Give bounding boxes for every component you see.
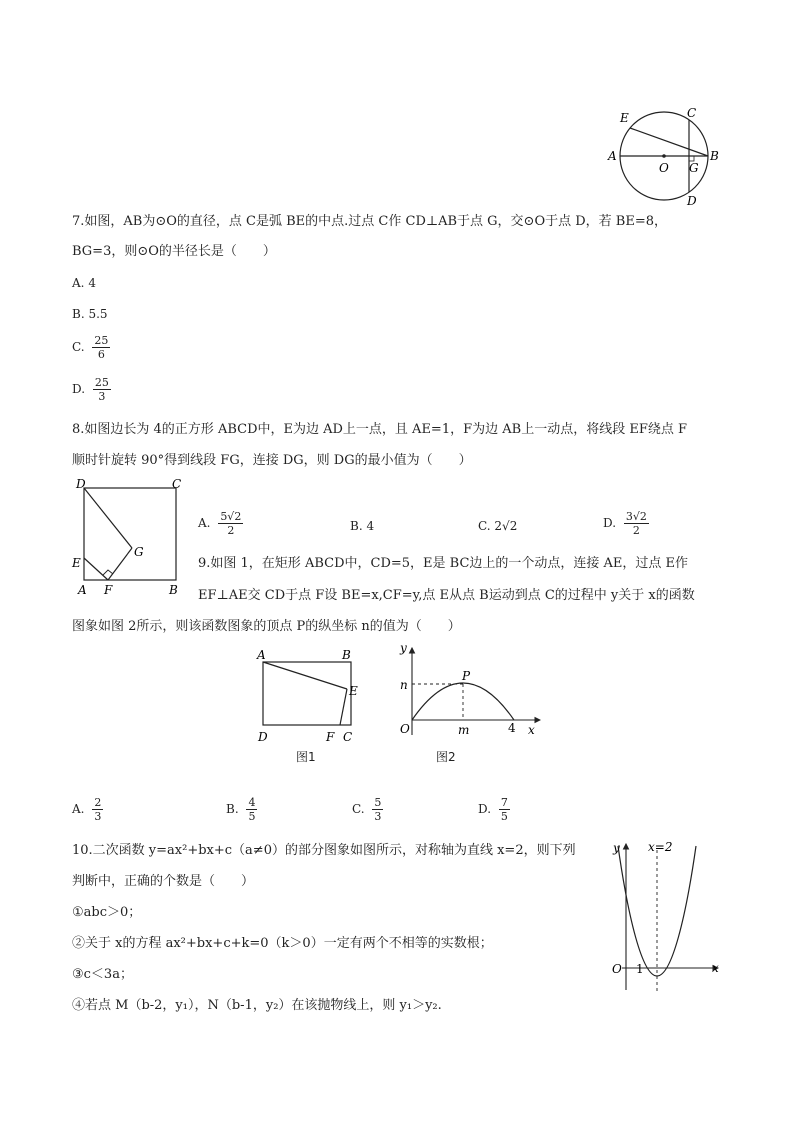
fraction: $\frac{5}{3}$ bbox=[374, 796, 382, 823]
q8-label-F: F bbox=[104, 583, 113, 597]
q7-label-C: C bbox=[687, 106, 697, 120]
q10-item-2: ②关于 x的方程 ax²+bx+c+k=0（k＞0）一定有两个不相等的实数根； bbox=[72, 936, 493, 951]
fraction: $\frac{25}{6}$ bbox=[94, 334, 109, 361]
q9-figure-2 bbox=[380, 640, 545, 740]
q10-item-3: ③c＜3a； bbox=[72, 967, 133, 982]
q9-fig2-label-x: x bbox=[528, 723, 535, 737]
q8-question-line-2: 顺时针旋转 90°得到线段 FG，连接 DG，则 DG的最小值为（ ） bbox=[72, 453, 472, 468]
q7-option-d[interactable]: D. $\frac{25}{3}$ bbox=[72, 376, 109, 403]
q9-fig1-label-E: E bbox=[349, 684, 358, 698]
q10-item-4: ④若点 M（b-2，y₁），N（b-1，y₂）在该抛物线上，则 y₁＞y₂. bbox=[72, 998, 442, 1013]
fraction: $\frac{5√2}{2}$ bbox=[220, 510, 242, 537]
fraction: $\frac{25}{3}$ bbox=[94, 376, 109, 403]
q9-fig2-label-y: y bbox=[400, 641, 407, 655]
fraction: $\frac{3√2}{2}$ bbox=[625, 510, 647, 537]
q9-fig1-label-B: B bbox=[342, 648, 351, 662]
q9-fig2-caption: 图2 bbox=[436, 750, 456, 764]
q7-label-O: O bbox=[659, 161, 669, 175]
q8-label-E: E bbox=[72, 556, 81, 570]
q8-label-D: D bbox=[76, 477, 86, 491]
fraction: $\frac{4}{5}$ bbox=[248, 796, 256, 823]
q7-label-B: B bbox=[710, 149, 719, 163]
q7-circle-figure bbox=[598, 100, 728, 210]
q7-option-b[interactable]: B. 5.5 bbox=[72, 307, 108, 321]
q8-label-A: A bbox=[78, 583, 87, 597]
q7-label-D: D bbox=[687, 194, 697, 208]
q10-label-axis: x=2 bbox=[648, 840, 673, 854]
q10-label-y: y bbox=[613, 841, 620, 855]
q8-label-B: B bbox=[169, 583, 178, 597]
q10-question-line-1: 10.二次函数 y=ax²+bx+c（a≠0）的部分图象如图所示，对称轴为直线 x=2，则下列 bbox=[72, 843, 576, 858]
q9-option-a[interactable]: A. $\frac{2}{3}$ bbox=[72, 796, 102, 823]
q10-label-1: 1 bbox=[636, 962, 644, 976]
q9-figure-1 bbox=[252, 645, 362, 745]
q10-parabola-figure bbox=[604, 836, 728, 996]
q10-label-x: x bbox=[712, 961, 719, 975]
q9-question-line-1: 9.如图 1，在矩形 ABCD中，CD=5，E是 BC边上的一个动点，连接 AE，过点 E作 bbox=[198, 556, 689, 571]
fraction: $\frac{7}{5}$ bbox=[500, 796, 508, 823]
q8-option-b[interactable]: B. 4 bbox=[350, 519, 375, 533]
q9-fig1-label-C: C bbox=[343, 730, 353, 744]
q7-label-G: G bbox=[689, 161, 699, 175]
q7-option-c[interactable]: C. $\frac{25}{6}$ bbox=[72, 334, 109, 361]
q9-fig2-label-4: 4 bbox=[508, 721, 516, 735]
q9-fig1-label-A: A bbox=[257, 648, 266, 662]
q9-fig1-caption: 图1 bbox=[296, 750, 316, 764]
q9-fig2-label-m: m bbox=[458, 723, 470, 737]
q7-question-line-2: BG=3，则⊙O的半径长是（ ） bbox=[72, 244, 276, 259]
q8-option-a[interactable]: A. $\frac{5√2}{2}$ bbox=[198, 510, 242, 537]
q7-label-E: E bbox=[620, 111, 629, 125]
q8-option-c[interactable]: C. 2√2 bbox=[478, 519, 518, 533]
q7-option-a[interactable]: A. 4 bbox=[72, 276, 96, 290]
q7-question-line-1: 7.如图，AB为⊙O的直径，点 C是弧 BE的中点.过点 C作 CD⊥AB于点 G，交⊙O于点 D，若 BE=8， bbox=[72, 214, 667, 229]
q7-label-A: A bbox=[608, 149, 617, 163]
q9-fig2-label-n: n bbox=[400, 678, 408, 692]
q9-fig2-label-P: P bbox=[462, 669, 471, 683]
q9-option-b[interactable]: B. $\frac{4}{5}$ bbox=[226, 796, 256, 823]
q8-label-G: G bbox=[134, 545, 144, 559]
q9-option-c[interactable]: C. $\frac{5}{3}$ bbox=[352, 796, 382, 823]
q8-square-figure bbox=[68, 474, 198, 598]
q9-option-d[interactable]: D. $\frac{7}{5}$ bbox=[478, 796, 508, 823]
q9-fig1-label-D: D bbox=[258, 730, 268, 744]
q9-fig2-label-O: O bbox=[400, 722, 410, 736]
q9-question-line-3: 图象如图 2所示，则该函数图象的顶点 P的纵坐标 n的值为（ ） bbox=[72, 619, 461, 634]
q10-item-1: ①abc＞0； bbox=[72, 905, 142, 920]
q9-question-line-2: EF⊥AE交 CD于点 F设 BE=x,CF=y,点 E从点 B运动到点 C的过程中 y关于 x的函数 bbox=[198, 588, 695, 603]
q8-option-d[interactable]: D. $\frac{3√2}{2}$ bbox=[603, 510, 647, 537]
fraction: $\frac{2}{3}$ bbox=[94, 796, 102, 823]
q10-label-O: O bbox=[612, 962, 622, 976]
q8-question-line-1: 8.如图边长为 4的正方形 ABCD中，E为边 AD上一点，且 AE=1，F为边 AB上一动点，将线段 EF绕点 F bbox=[72, 422, 687, 437]
q8-label-C: C bbox=[172, 477, 182, 491]
q10-question-line-2: 判断中，正确的个数是（ ） bbox=[72, 874, 255, 889]
q9-fig1-label-F: F bbox=[326, 730, 335, 744]
